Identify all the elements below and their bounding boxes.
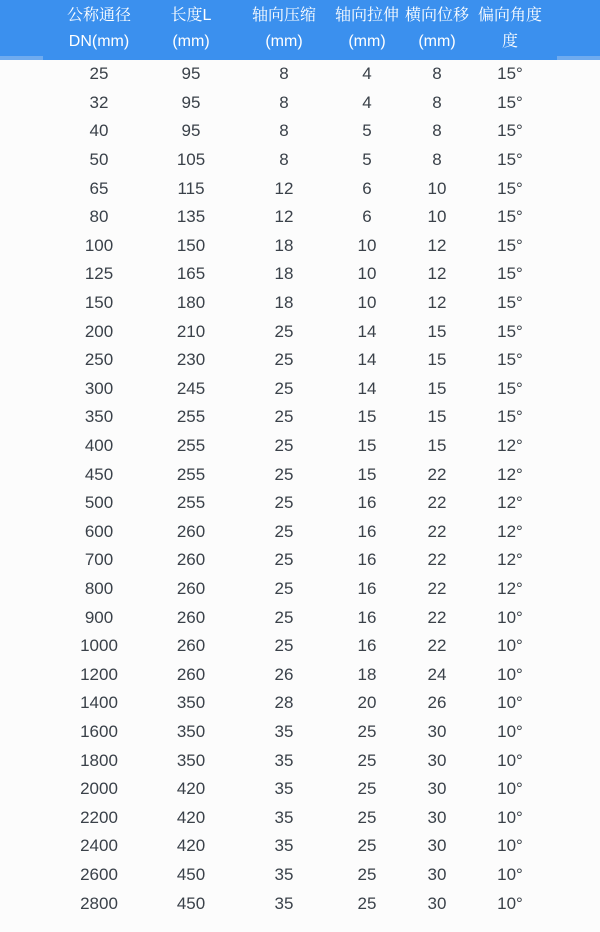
table-cell: 50 bbox=[89, 150, 109, 170]
table-row bbox=[0, 289, 600, 318]
table-cell: 250 bbox=[84, 350, 114, 370]
table-cell: 8 bbox=[279, 92, 289, 112]
table-cell bbox=[548, 375, 600, 404]
table-row bbox=[0, 60, 600, 89]
table-cell bbox=[548, 603, 600, 632]
table-cell: 15° bbox=[497, 321, 523, 341]
table-cell: 10° bbox=[497, 807, 523, 827]
table-cell bbox=[0, 603, 52, 632]
table-cell: 15 bbox=[427, 378, 447, 398]
table-cell: 350 bbox=[176, 750, 206, 770]
table-cell: 10° bbox=[497, 693, 523, 713]
table-cell bbox=[548, 203, 600, 232]
table-cell: 2800 bbox=[80, 893, 118, 913]
table-cell: 10° bbox=[497, 607, 523, 627]
table-cell bbox=[548, 889, 600, 918]
table-row bbox=[0, 861, 600, 890]
table-cell: 26 bbox=[274, 664, 294, 684]
table-cell bbox=[0, 889, 52, 918]
table-cell bbox=[548, 775, 600, 804]
table-row bbox=[0, 718, 600, 747]
table-cell: 10° bbox=[497, 893, 523, 913]
table-cell: 10° bbox=[497, 750, 523, 770]
table-cell: 4 bbox=[362, 64, 372, 84]
table-cell bbox=[0, 518, 52, 547]
table-cell: 12 bbox=[427, 293, 447, 313]
table-cell: 5 bbox=[362, 150, 372, 170]
table-cell: 15° bbox=[497, 150, 523, 170]
column-header bbox=[52, 0, 146, 60]
table-cell: 35 bbox=[274, 864, 294, 884]
table-cell: 10° bbox=[497, 864, 523, 884]
table-cell: 95 bbox=[181, 121, 201, 141]
table-cell: 30 bbox=[427, 807, 447, 827]
header-scroll-indicator-left bbox=[0, 56, 43, 60]
table-cell: 16 bbox=[357, 521, 377, 541]
table-cell: 40 bbox=[89, 121, 109, 141]
column-header-line1: 轴向压缩 bbox=[251, 7, 316, 24]
column-header-line1: 偏向角度 bbox=[477, 7, 542, 24]
table-cell: 35 bbox=[274, 893, 294, 913]
table-cell: 12 bbox=[274, 178, 294, 198]
table-cell: 260 bbox=[176, 636, 206, 656]
column-header-line2: (mm) bbox=[265, 33, 303, 50]
table-cell: 25 bbox=[274, 550, 294, 570]
column-header-line2: (mm) bbox=[348, 33, 386, 50]
table-cell: 15 bbox=[427, 407, 447, 427]
table-row bbox=[0, 146, 600, 175]
table-cell bbox=[548, 174, 600, 203]
table-cell: 420 bbox=[176, 779, 206, 799]
table-cell bbox=[0, 117, 52, 146]
table-cell bbox=[0, 89, 52, 118]
table-cell: 600 bbox=[84, 521, 114, 541]
table-cell bbox=[548, 632, 600, 661]
table-cell: 18 bbox=[274, 264, 294, 284]
table-cell: 700 bbox=[84, 550, 114, 570]
table-cell: 16 bbox=[357, 578, 377, 598]
table-cell: 25 bbox=[357, 807, 377, 827]
table-row bbox=[0, 632, 600, 661]
table-cell: 25 bbox=[274, 350, 294, 370]
table-cell: 260 bbox=[176, 664, 206, 684]
table-cell: 400 bbox=[84, 436, 114, 456]
table-row bbox=[0, 346, 600, 375]
table-cell: 25 bbox=[357, 779, 377, 799]
column-header bbox=[0, 0, 52, 60]
table-cell: 14 bbox=[357, 350, 377, 370]
table-cell: 14 bbox=[357, 378, 377, 398]
table-cell: 450 bbox=[176, 893, 206, 913]
table-cell: 35 bbox=[274, 807, 294, 827]
table-cell bbox=[0, 746, 52, 775]
table-cell: 15 bbox=[357, 407, 377, 427]
column-header bbox=[472, 0, 548, 60]
table-cell bbox=[0, 861, 52, 890]
table-cell: 22 bbox=[427, 550, 447, 570]
table-row bbox=[0, 746, 600, 775]
table-cell: 150 bbox=[176, 235, 206, 255]
table-cell bbox=[0, 317, 52, 346]
column-header-line1: 公称通径 bbox=[66, 7, 131, 24]
table-cell: 30 bbox=[427, 779, 447, 799]
table-cell bbox=[548, 660, 600, 689]
table-cell: 15° bbox=[497, 378, 523, 398]
table-cell bbox=[548, 403, 600, 432]
table-cell: 25 bbox=[357, 721, 377, 741]
table-cell: 12° bbox=[497, 464, 523, 484]
table-cell: 30 bbox=[427, 721, 447, 741]
column-header bbox=[332, 0, 402, 60]
table-cell: 15 bbox=[427, 436, 447, 456]
table-cell: 210 bbox=[176, 321, 206, 341]
table-cell: 10° bbox=[497, 721, 523, 741]
table-cell bbox=[0, 346, 52, 375]
table-cell: 6 bbox=[362, 207, 372, 227]
table-cell: 12 bbox=[274, 207, 294, 227]
table-cell: 25 bbox=[357, 750, 377, 770]
column-header-line1: 轴向拉伸 bbox=[334, 7, 399, 24]
table-cell: 900 bbox=[84, 607, 114, 627]
table-cell bbox=[548, 803, 600, 832]
table-row bbox=[0, 889, 600, 918]
table-cell bbox=[0, 146, 52, 175]
table-cell: 22 bbox=[427, 636, 447, 656]
table-row bbox=[0, 660, 600, 689]
header-scroll-indicator-right bbox=[557, 56, 600, 60]
table-row bbox=[0, 174, 600, 203]
table-cell: 260 bbox=[176, 607, 206, 627]
table-cell: 800 bbox=[84, 578, 114, 598]
table-cell bbox=[548, 689, 600, 718]
table-cell: 25 bbox=[274, 578, 294, 598]
table-cell: 245 bbox=[176, 378, 206, 398]
table-cell: 10 bbox=[357, 235, 377, 255]
table-row bbox=[0, 775, 600, 804]
table-cell: 20 bbox=[357, 693, 377, 713]
table-cell bbox=[0, 803, 52, 832]
table-cell: 135 bbox=[176, 207, 206, 227]
column-header-line2: DN(mm) bbox=[68, 33, 130, 50]
table-cell: 350 bbox=[176, 721, 206, 741]
table-cell: 2400 bbox=[80, 836, 118, 856]
table-cell: 10 bbox=[357, 264, 377, 284]
table-cell: 35 bbox=[274, 750, 294, 770]
table-cell: 15° bbox=[497, 92, 523, 112]
table-cell bbox=[548, 260, 600, 289]
table-body bbox=[0, 60, 600, 918]
table-cell: 4 bbox=[362, 92, 372, 112]
table-cell: 125 bbox=[84, 264, 114, 284]
table-cell: 10 bbox=[427, 178, 447, 198]
table-cell bbox=[0, 660, 52, 689]
table-cell: 15 bbox=[427, 350, 447, 370]
table-cell: 350 bbox=[84, 407, 114, 427]
table-cell bbox=[548, 718, 600, 747]
table-cell: 30 bbox=[427, 750, 447, 770]
table-cell: 10 bbox=[427, 207, 447, 227]
table-cell bbox=[548, 117, 600, 146]
table-cell: 500 bbox=[84, 493, 114, 513]
table-cell bbox=[0, 460, 52, 489]
table-cell: 1400 bbox=[80, 693, 118, 713]
table-cell: 35 bbox=[274, 721, 294, 741]
table-row bbox=[0, 803, 600, 832]
table-cell: 6 bbox=[362, 178, 372, 198]
table-cell: 25 bbox=[357, 893, 377, 913]
table-cell bbox=[0, 489, 52, 518]
table-cell: 15° bbox=[497, 64, 523, 84]
table-cell: 450 bbox=[84, 464, 114, 484]
table-cell bbox=[0, 432, 52, 461]
table-cell bbox=[548, 460, 600, 489]
table-cell bbox=[548, 89, 600, 118]
table-cell: 26 bbox=[427, 693, 447, 713]
table-cell bbox=[548, 518, 600, 547]
table-cell: 25 bbox=[274, 321, 294, 341]
table-cell: 1600 bbox=[80, 721, 118, 741]
table-cell: 10° bbox=[497, 836, 523, 856]
table-row bbox=[0, 89, 600, 118]
table-cell: 12° bbox=[497, 578, 523, 598]
table-row bbox=[0, 260, 600, 289]
table-cell bbox=[548, 232, 600, 261]
table-row bbox=[0, 432, 600, 461]
table-cell: 25 bbox=[274, 607, 294, 627]
table-cell: 95 bbox=[181, 64, 201, 84]
table-cell bbox=[548, 489, 600, 518]
table-cell: 95 bbox=[181, 92, 201, 112]
table-cell: 8 bbox=[279, 64, 289, 84]
table-cell: 260 bbox=[176, 550, 206, 570]
table-cell bbox=[0, 174, 52, 203]
column-header bbox=[548, 0, 600, 60]
table-cell: 420 bbox=[176, 807, 206, 827]
table-cell bbox=[0, 232, 52, 261]
table-cell: 25 bbox=[357, 864, 377, 884]
table-row bbox=[0, 203, 600, 232]
table-cell: 15° bbox=[497, 407, 523, 427]
table-cell: 25 bbox=[274, 521, 294, 541]
table-cell: 18 bbox=[274, 293, 294, 313]
table-cell bbox=[0, 718, 52, 747]
table-cell: 10 bbox=[357, 293, 377, 313]
table-cell: 2600 bbox=[80, 864, 118, 884]
table-cell: 25 bbox=[357, 836, 377, 856]
table-cell bbox=[0, 689, 52, 718]
table-cell: 24 bbox=[427, 664, 447, 684]
table-cell bbox=[548, 546, 600, 575]
table-cell bbox=[548, 832, 600, 861]
table-cell: 350 bbox=[176, 693, 206, 713]
table-cell: 28 bbox=[274, 693, 294, 713]
table-cell: 1000 bbox=[80, 636, 118, 656]
table-cell: 15° bbox=[497, 178, 523, 198]
table-row bbox=[0, 489, 600, 518]
table-cell: 22 bbox=[427, 464, 447, 484]
table-cell: 260 bbox=[176, 521, 206, 541]
table-cell: 16 bbox=[357, 607, 377, 627]
column-header-line2: (mm) bbox=[418, 33, 456, 50]
table-cell: 2200 bbox=[80, 807, 118, 827]
table-cell: 255 bbox=[176, 493, 206, 513]
table-cell: 35 bbox=[274, 836, 294, 856]
table-cell bbox=[0, 289, 52, 318]
table-cell: 22 bbox=[427, 607, 447, 627]
column-header-line2: 度 bbox=[501, 33, 518, 50]
table-cell: 12 bbox=[427, 264, 447, 284]
table-cell: 12° bbox=[497, 493, 523, 513]
table-cell bbox=[0, 403, 52, 432]
table-cell: 25 bbox=[274, 493, 294, 513]
table-row bbox=[0, 117, 600, 146]
table-cell bbox=[0, 632, 52, 661]
table-cell: 1800 bbox=[80, 750, 118, 770]
table-cell: 105 bbox=[176, 150, 206, 170]
table-cell: 5 bbox=[362, 121, 372, 141]
table-cell: 22 bbox=[427, 578, 447, 598]
table-cell: 150 bbox=[84, 293, 114, 313]
table-cell bbox=[548, 60, 600, 89]
table-cell: 1200 bbox=[80, 664, 118, 684]
table-row bbox=[0, 403, 600, 432]
table-cell: 8 bbox=[432, 92, 442, 112]
table-cell: 255 bbox=[176, 464, 206, 484]
table-cell: 15 bbox=[357, 464, 377, 484]
table-cell bbox=[548, 317, 600, 346]
table-cell: 25 bbox=[274, 464, 294, 484]
table-cell: 18 bbox=[274, 235, 294, 255]
table-cell: 15° bbox=[497, 293, 523, 313]
table-cell: 10° bbox=[497, 664, 523, 684]
column-header bbox=[146, 0, 236, 60]
table-cell: 12 bbox=[427, 235, 447, 255]
table-cell: 15 bbox=[357, 436, 377, 456]
table-cell bbox=[0, 60, 52, 89]
table-row bbox=[0, 232, 600, 261]
table-cell: 165 bbox=[176, 264, 206, 284]
table-cell bbox=[548, 746, 600, 775]
table-cell: 22 bbox=[427, 493, 447, 513]
table-cell: 16 bbox=[357, 493, 377, 513]
table-cell: 180 bbox=[176, 293, 206, 313]
table-row bbox=[0, 460, 600, 489]
table-cell: 15° bbox=[497, 235, 523, 255]
table-row bbox=[0, 317, 600, 346]
table-cell bbox=[548, 861, 600, 890]
table-cell bbox=[0, 260, 52, 289]
table-cell bbox=[0, 575, 52, 604]
table-cell: 8 bbox=[432, 64, 442, 84]
column-header-line2: (mm) bbox=[172, 33, 210, 50]
column-header bbox=[236, 0, 332, 60]
table-cell: 15 bbox=[427, 321, 447, 341]
table-cell: 8 bbox=[279, 121, 289, 141]
table-cell bbox=[0, 775, 52, 804]
table-cell: 32 bbox=[89, 92, 109, 112]
table-cell: 25 bbox=[89, 64, 109, 84]
table-cell: 8 bbox=[432, 121, 442, 141]
table-cell: 100 bbox=[84, 235, 114, 255]
table-cell: 18 bbox=[357, 664, 377, 684]
table-cell: 8 bbox=[279, 150, 289, 170]
table-cell: 450 bbox=[176, 864, 206, 884]
table-cell: 30 bbox=[427, 836, 447, 856]
table-cell: 300 bbox=[84, 378, 114, 398]
table-row bbox=[0, 603, 600, 632]
header-row bbox=[0, 0, 600, 60]
table-cell: 12° bbox=[497, 436, 523, 456]
table-cell bbox=[548, 146, 600, 175]
table-cell: 420 bbox=[176, 836, 206, 856]
table-cell: 200 bbox=[84, 321, 114, 341]
table-row bbox=[0, 375, 600, 404]
table-cell: 25 bbox=[274, 407, 294, 427]
table-cell bbox=[548, 289, 600, 318]
table-cell bbox=[0, 203, 52, 232]
table-cell: 14 bbox=[357, 321, 377, 341]
table-cell: 25 bbox=[274, 436, 294, 456]
table-cell: 15° bbox=[497, 350, 523, 370]
table-cell: 15° bbox=[497, 207, 523, 227]
table-cell: 8 bbox=[432, 150, 442, 170]
table-cell bbox=[548, 575, 600, 604]
table-cell bbox=[0, 375, 52, 404]
table-row bbox=[0, 575, 600, 604]
table-cell: 15° bbox=[497, 264, 523, 284]
table-cell: 12° bbox=[497, 521, 523, 541]
table-cell: 25 bbox=[274, 636, 294, 656]
table-cell: 260 bbox=[176, 578, 206, 598]
table-cell bbox=[0, 832, 52, 861]
table-row bbox=[0, 832, 600, 861]
table-cell: 80 bbox=[89, 207, 109, 227]
table-cell: 35 bbox=[274, 779, 294, 799]
table-cell: 115 bbox=[177, 178, 205, 198]
table-cell: 15° bbox=[497, 121, 523, 141]
table-cell: 22 bbox=[427, 521, 447, 541]
table-cell: 16 bbox=[357, 550, 377, 570]
column-header-line1: 横向位移 bbox=[404, 7, 469, 24]
table-cell: 30 bbox=[427, 864, 447, 884]
table-row bbox=[0, 689, 600, 718]
table-cell: 65 bbox=[89, 178, 109, 198]
table-cell: 12° bbox=[497, 550, 523, 570]
table-cell bbox=[548, 346, 600, 375]
column-header bbox=[402, 0, 472, 60]
table-cell: 255 bbox=[176, 436, 206, 456]
table-row bbox=[0, 518, 600, 547]
table-cell: 10° bbox=[497, 779, 523, 799]
table-cell: 255 bbox=[176, 407, 206, 427]
table-cell: 230 bbox=[176, 350, 206, 370]
table-cell: 16 bbox=[357, 636, 377, 656]
table-row bbox=[0, 546, 600, 575]
column-header-line1: 长度L bbox=[170, 7, 212, 24]
table-cell: 25 bbox=[274, 378, 294, 398]
table-cell bbox=[548, 432, 600, 461]
table-cell: 2000 bbox=[80, 779, 118, 799]
table-cell: 10° bbox=[497, 636, 523, 656]
table-cell: 30 bbox=[427, 893, 447, 913]
table-cell bbox=[0, 546, 52, 575]
